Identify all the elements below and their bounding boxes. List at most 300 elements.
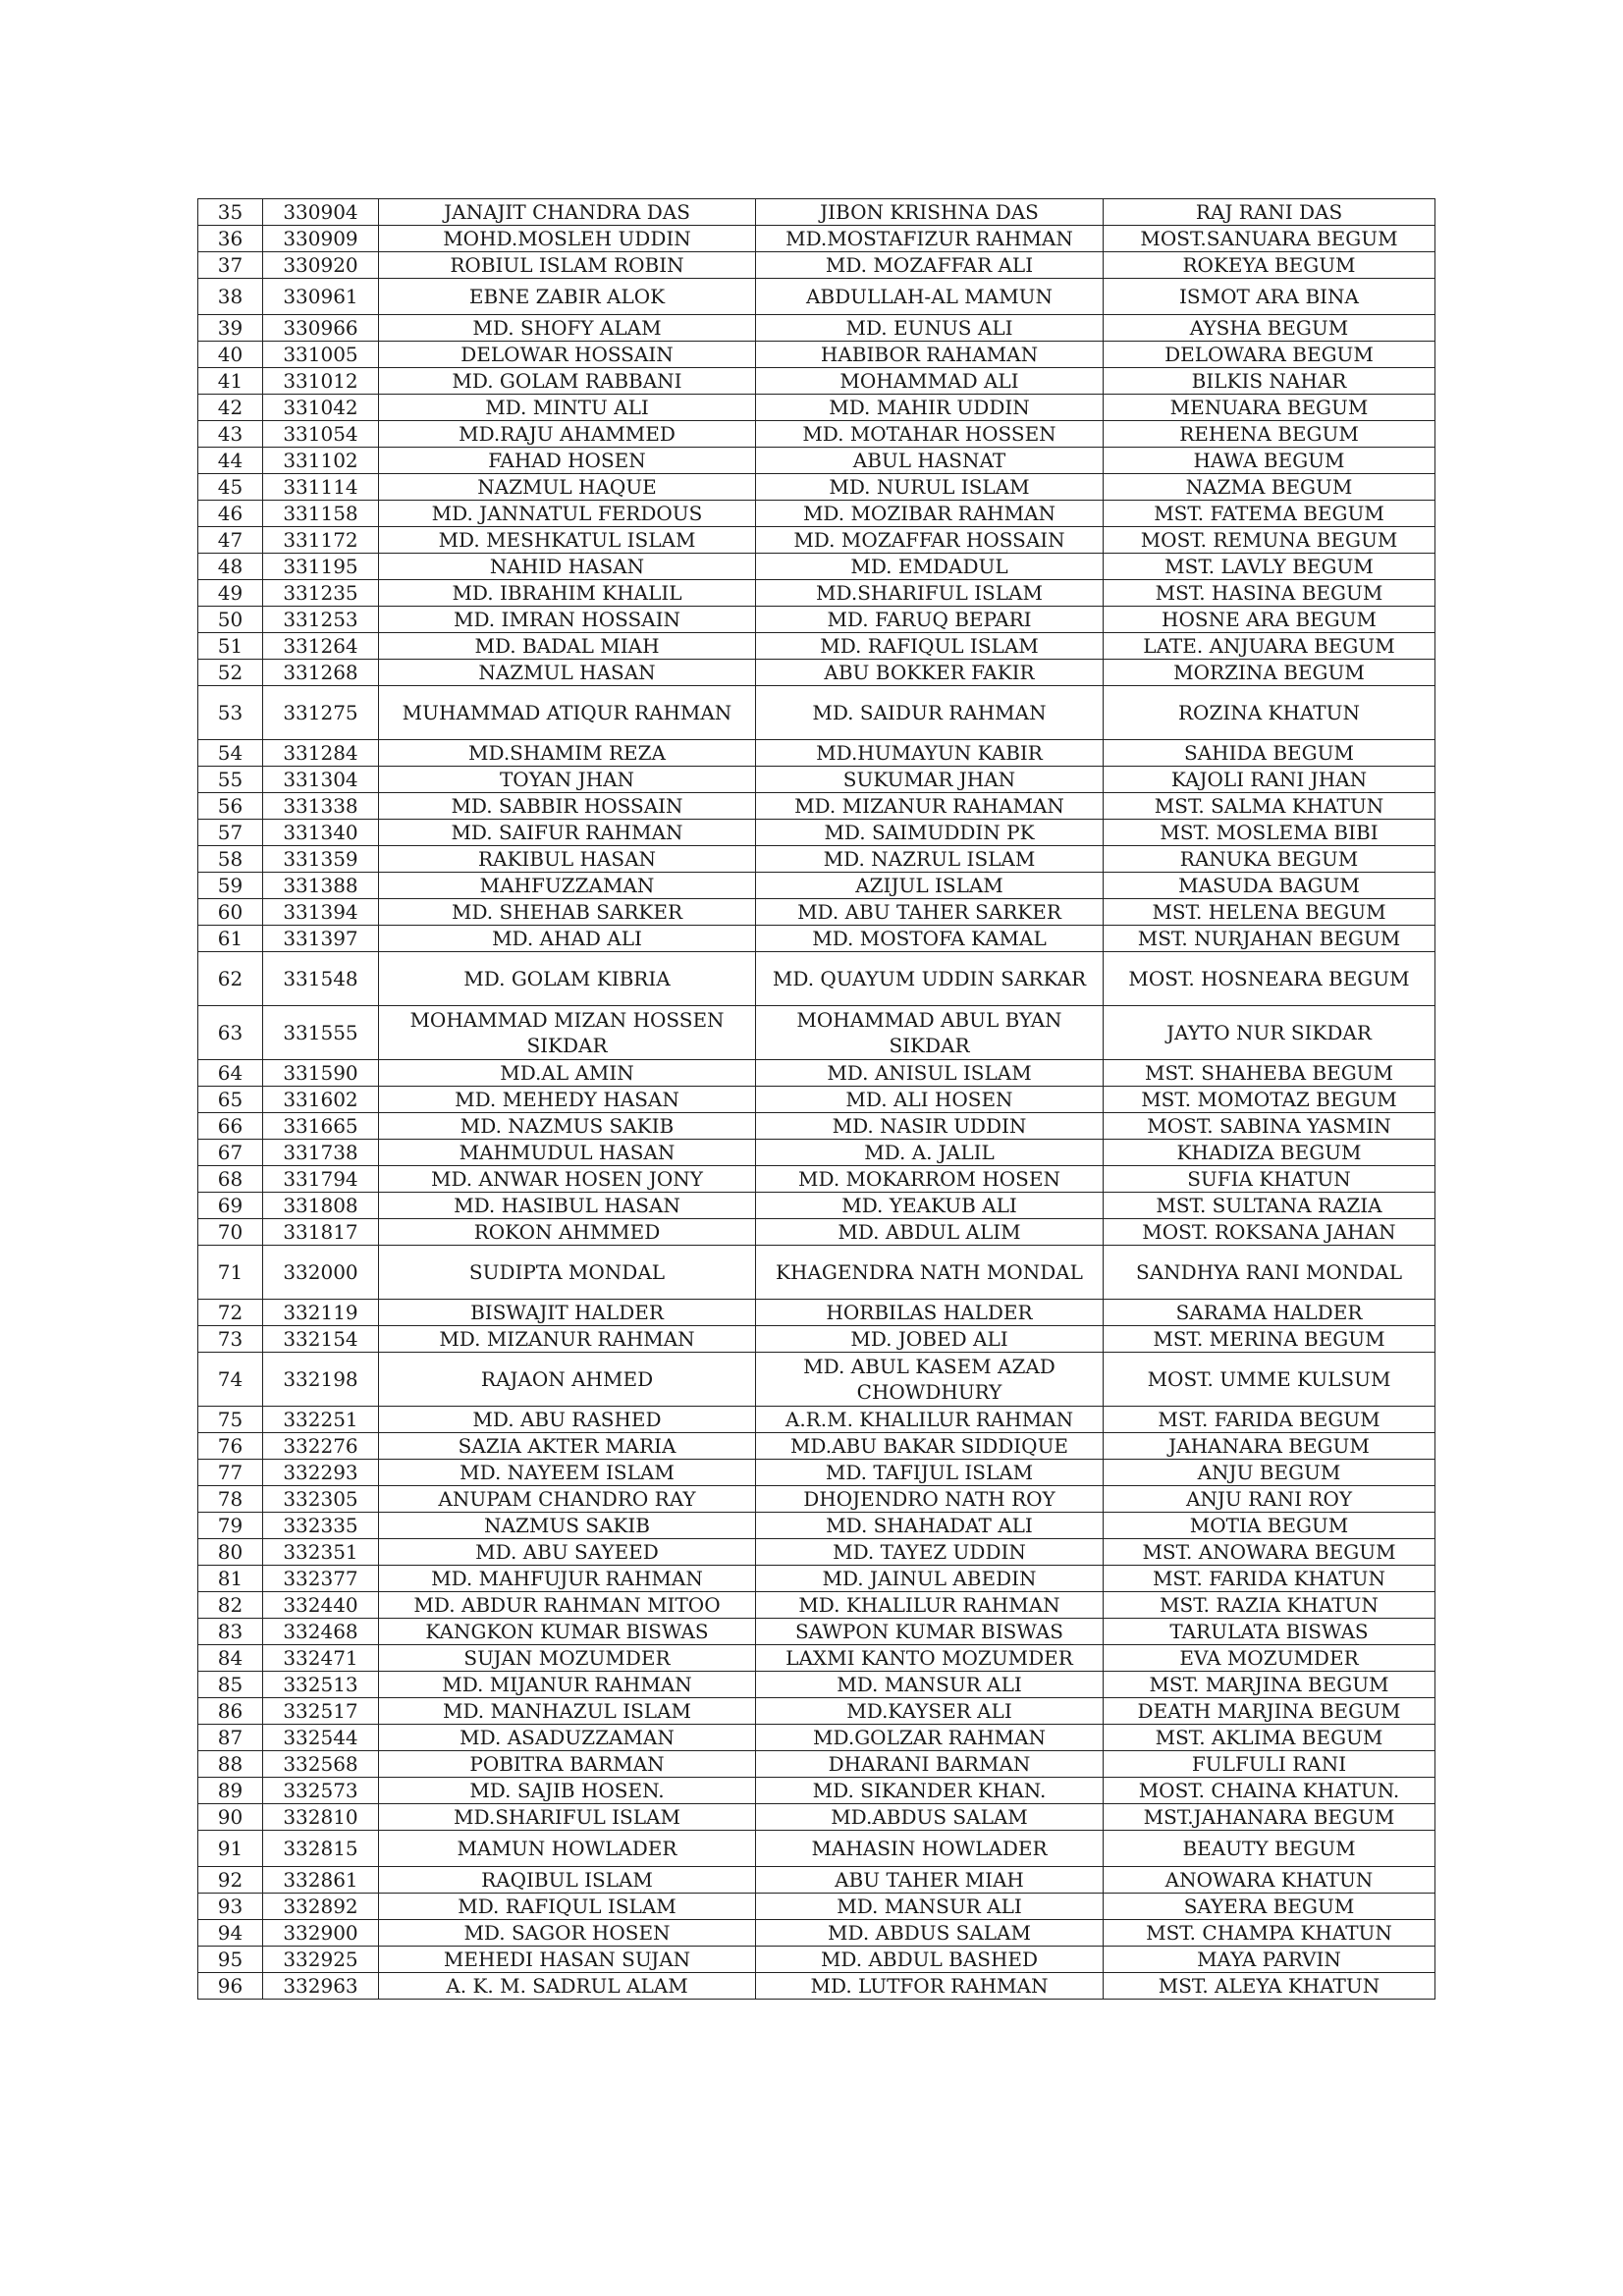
table-row	[198, 421, 1435, 448]
roll-number-cell: 330966	[263, 315, 379, 342]
father-name-cell: MD. NASIR UDDIN	[756, 1113, 1104, 1140]
roll-number-cell: 330904	[263, 199, 379, 226]
candidate-name-cell: MD.AL AMIN	[379, 1060, 756, 1087]
roll-number-cell: 332810	[263, 1804, 379, 1831]
table-row	[198, 686, 1435, 740]
roll-number-cell: 332351	[263, 1539, 379, 1566]
mother-name-cell: ANJU BEGUM	[1104, 1460, 1435, 1486]
mother-name-cell: MST. FARIDA BEGUM	[1104, 1407, 1435, 1433]
candidate-name-cell: MD. MIZANUR RAHMAN	[379, 1326, 756, 1353]
serial-number-cell: 95	[198, 1947, 263, 1973]
father-name-cell: MOHAMMAD ALI	[756, 368, 1104, 395]
serial-number-cell: 54	[198, 740, 263, 767]
candidate-name-cell: MD. ANWAR HOSEN JONY	[379, 1166, 756, 1193]
table-row	[198, 1867, 1435, 1894]
roll-number-cell: 331235	[263, 580, 379, 607]
candidate-name-cell: MD. HASIBUL HASAN	[379, 1193, 756, 1219]
mother-name-cell: SANDHYA RANI MONDAL	[1104, 1246, 1435, 1300]
table-row	[198, 1831, 1435, 1867]
candidate-name-cell: ROBIUL ISLAM ROBIN	[379, 252, 756, 279]
candidate-name-cell: NAHID HASAN	[379, 554, 756, 580]
table-row	[198, 1326, 1435, 1353]
roll-number-cell: 332251	[263, 1407, 379, 1433]
mother-name-cell: MST. FARIDA KHATUN	[1104, 1566, 1435, 1592]
table-row	[198, 1566, 1435, 1592]
serial-number-cell: 74	[198, 1353, 263, 1407]
candidate-name-cell: MAHMUDUL HASAN	[379, 1140, 756, 1166]
father-name-cell: MD.ABU BAKAR SIDDIQUE	[756, 1433, 1104, 1460]
mother-name-cell: MOST. CHAINA KHATUN.	[1104, 1778, 1435, 1804]
mother-name-cell: SAYERA BEGUM	[1104, 1894, 1435, 1920]
table-row	[198, 1060, 1435, 1087]
table-row	[198, 873, 1435, 899]
father-name-cell: MD. JAINUL ABEDIN	[756, 1566, 1104, 1592]
table-row	[198, 1407, 1435, 1433]
father-name-cell: HORBILAS HALDER	[756, 1300, 1104, 1326]
roll-number-cell: 331397	[263, 926, 379, 952]
mother-name-cell: LATE. ANJUARA BEGUM	[1104, 633, 1435, 660]
father-name-cell: MD. QUAYUM UDDIN SARKAR	[756, 952, 1104, 1006]
table-row	[198, 1513, 1435, 1539]
table-row	[198, 820, 1435, 846]
serial-number-cell: 47	[198, 527, 263, 554]
mother-name-cell: MST. MOMOTAZ BEGUM	[1104, 1087, 1435, 1113]
table-row	[198, 1619, 1435, 1645]
table-row	[198, 1433, 1435, 1460]
candidate-name-cell: MD.SHAMIM REZA	[379, 740, 756, 767]
father-name-cell: MD. MOTAHAR HOSSEN	[756, 421, 1104, 448]
candidate-name-cell: MD. GOLAM KIBRIA	[379, 952, 756, 1006]
roll-number-cell: 331284	[263, 740, 379, 767]
mother-name-cell: BILKIS NAHAR	[1104, 368, 1435, 395]
table-row	[198, 1592, 1435, 1619]
father-name-cell: MD. KHALILUR RAHMAN	[756, 1592, 1104, 1619]
candidate-name-cell: MD. IMRAN HOSSAIN	[379, 607, 756, 633]
table-row	[198, 279, 1435, 315]
serial-number-cell: 76	[198, 1433, 263, 1460]
serial-number-cell: 48	[198, 554, 263, 580]
father-name-cell: MD.SHARIFUL ISLAM	[756, 580, 1104, 607]
serial-number-cell: 40	[198, 342, 263, 368]
results-table-body	[198, 199, 1435, 2000]
candidate-name-cell: MD. SAIFUR RAHMAN	[379, 820, 756, 846]
father-name-cell: JIBON KRISHNA DAS	[756, 199, 1104, 226]
mother-name-cell: MOST.SANUARA BEGUM	[1104, 226, 1435, 252]
serial-number-cell: 91	[198, 1831, 263, 1867]
roll-number-cell: 331808	[263, 1193, 379, 1219]
roll-number-cell: 332377	[263, 1566, 379, 1592]
roll-number-cell: 331114	[263, 474, 379, 501]
mother-name-cell: MASUDA BAGUM	[1104, 873, 1435, 899]
father-name-cell: MD.HUMAYUN KABIR	[756, 740, 1104, 767]
serial-number-cell: 94	[198, 1920, 263, 1947]
father-name-cell: MD. LUTFOR RAHMAN	[756, 1973, 1104, 2000]
table-row	[198, 1140, 1435, 1166]
serial-number-cell: 82	[198, 1592, 263, 1619]
mother-name-cell: MST. SALMA KHATUN	[1104, 793, 1435, 820]
table-row	[198, 1804, 1435, 1831]
roll-number-cell: 331158	[263, 501, 379, 527]
father-name-cell: MD. ABDUS SALAM	[756, 1920, 1104, 1947]
candidate-name-cell: EBNE ZABIR ALOK	[379, 279, 756, 315]
roll-number-cell: 331602	[263, 1087, 379, 1113]
candidate-name-cell: SUJAN MOZUMDER	[379, 1645, 756, 1672]
serial-number-cell: 68	[198, 1166, 263, 1193]
table-row	[198, 1113, 1435, 1140]
serial-number-cell: 67	[198, 1140, 263, 1166]
candidate-name-cell: MD. ABU RASHED	[379, 1407, 756, 1433]
mother-name-cell: MENUARA BEGUM	[1104, 395, 1435, 421]
candidate-name-cell: RAJAON AHMED	[379, 1353, 756, 1407]
table-row	[198, 501, 1435, 527]
mother-name-cell: MOST. ROKSANA JAHAN	[1104, 1219, 1435, 1246]
roll-number-cell: 332573	[263, 1778, 379, 1804]
mother-name-cell: MORZINA BEGUM	[1104, 660, 1435, 686]
candidate-name-cell: MD. ABDUR RAHMAN MITOO	[379, 1592, 756, 1619]
mother-name-cell: ANJU RANI ROY	[1104, 1486, 1435, 1513]
candidate-name-cell: MD.RAJU AHAMMED	[379, 421, 756, 448]
father-name-cell: AZIJUL ISLAM	[756, 873, 1104, 899]
mother-name-cell: MST. SHAHEBA BEGUM	[1104, 1060, 1435, 1087]
candidate-name-cell: TOYAN JHAN	[379, 767, 756, 793]
table-row	[198, 952, 1435, 1006]
serial-number-cell: 81	[198, 1566, 263, 1592]
roll-number-cell: 332305	[263, 1486, 379, 1513]
father-name-cell: MD. NURUL ISLAM	[756, 474, 1104, 501]
father-name-cell: MD. FARUQ BEPARI	[756, 607, 1104, 633]
roll-number-cell: 332293	[263, 1460, 379, 1486]
serial-number-cell: 79	[198, 1513, 263, 1539]
serial-number-cell: 35	[198, 199, 263, 226]
father-name-cell: MD. TAYEZ UDDIN	[756, 1539, 1104, 1566]
serial-number-cell: 53	[198, 686, 263, 740]
mother-name-cell: MST. FATEMA BEGUM	[1104, 501, 1435, 527]
father-name-cell: MD. MOSTOFA KAMAL	[756, 926, 1104, 952]
father-name-cell: MD.MOSTAFIZUR RAHMAN	[756, 226, 1104, 252]
serial-number-cell: 42	[198, 395, 263, 421]
mother-name-cell: ANOWARA KHATUN	[1104, 1867, 1435, 1894]
candidate-name-cell: ANUPAM CHANDRO RAY	[379, 1486, 756, 1513]
mother-name-cell: MST. ANOWARA BEGUM	[1104, 1539, 1435, 1566]
father-name-cell: MD. JOBED ALI	[756, 1326, 1104, 1353]
table-row	[198, 1353, 1435, 1407]
roll-number-cell: 332198	[263, 1353, 379, 1407]
father-name-cell: MD. MOKARROM HOSEN	[756, 1166, 1104, 1193]
father-name-cell: MD.KAYSER ALI	[756, 1698, 1104, 1725]
candidate-name-cell: MD. SAJIB HOSEN.	[379, 1778, 756, 1804]
roll-number-cell: 331388	[263, 873, 379, 899]
father-name-cell: MD. TAFIJUL ISLAM	[756, 1460, 1104, 1486]
table-row	[198, 1539, 1435, 1566]
serial-number-cell: 65	[198, 1087, 263, 1113]
father-name-cell: MD. EMDADUL	[756, 554, 1104, 580]
mother-name-cell: MST. MERINA BEGUM	[1104, 1326, 1435, 1353]
roll-number-cell: 332892	[263, 1894, 379, 1920]
candidate-name-cell: MD. MANHAZUL ISLAM	[379, 1698, 756, 1725]
candidate-name-cell: NAZMUL HASAN	[379, 660, 756, 686]
serial-number-cell: 80	[198, 1539, 263, 1566]
father-name-cell: MD. EUNUS ALI	[756, 315, 1104, 342]
table-row	[198, 1698, 1435, 1725]
roll-number-cell: 331817	[263, 1219, 379, 1246]
roll-number-cell: 332861	[263, 1867, 379, 1894]
mother-name-cell: MOST. SABINA YASMIN	[1104, 1113, 1435, 1140]
roll-number-cell: 331012	[263, 368, 379, 395]
candidate-name-cell: MD. MAHFUJUR RAHMAN	[379, 1566, 756, 1592]
serial-number-cell: 66	[198, 1113, 263, 1140]
table-row	[198, 199, 1435, 226]
table-row	[198, 1006, 1435, 1060]
candidate-name-cell: SUDIPTA MONDAL	[379, 1246, 756, 1300]
table-row	[198, 1193, 1435, 1219]
candidate-name-cell: MAMUN HOWLADER	[379, 1831, 756, 1867]
table-row	[198, 899, 1435, 926]
candidate-name-cell: MD. MEHEDY HASAN	[379, 1087, 756, 1113]
serial-number-cell: 92	[198, 1867, 263, 1894]
candidate-name-cell: BISWAJIT HALDER	[379, 1300, 756, 1326]
mother-name-cell: MST. ALEYA KHATUN	[1104, 1973, 1435, 2000]
table-row	[198, 395, 1435, 421]
father-name-cell: MD. ABDUL BASHED	[756, 1947, 1104, 1973]
mother-name-cell: KAJOLI RANI JHAN	[1104, 767, 1435, 793]
roll-number-cell: 332440	[263, 1592, 379, 1619]
serial-number-cell: 45	[198, 474, 263, 501]
candidate-name-cell: FAHAD HOSEN	[379, 448, 756, 474]
candidate-name-cell: MD. NAYEEM ISLAM	[379, 1460, 756, 1486]
father-name-cell: MD. ALI HOSEN	[756, 1087, 1104, 1113]
father-name-cell: MD. NAZRUL ISLAM	[756, 846, 1104, 873]
serial-number-cell: 64	[198, 1060, 263, 1087]
roll-number-cell: 331548	[263, 952, 379, 1006]
serial-number-cell: 55	[198, 767, 263, 793]
mother-name-cell: TARULATA BISWAS	[1104, 1619, 1435, 1645]
serial-number-cell: 85	[198, 1672, 263, 1698]
mother-name-cell: MST. MOSLEMA BIBI	[1104, 820, 1435, 846]
candidate-name-cell: ROKON AHMMED	[379, 1219, 756, 1246]
candidate-name-cell: MD. SHOFY ALAM	[379, 315, 756, 342]
mother-name-cell: BEAUTY BEGUM	[1104, 1831, 1435, 1867]
father-name-cell: MD. MANSUR ALI	[756, 1672, 1104, 1698]
father-name-cell: MD. MOZAFFAR HOSSAIN	[756, 527, 1104, 554]
roll-number-cell: 330920	[263, 252, 379, 279]
table-row	[198, 226, 1435, 252]
mother-name-cell: RANUKA BEGUM	[1104, 846, 1435, 873]
candidate-name-cell: MD.SHARIFUL ISLAM	[379, 1804, 756, 1831]
serial-number-cell: 93	[198, 1894, 263, 1920]
serial-number-cell: 73	[198, 1326, 263, 1353]
roll-number-cell: 332568	[263, 1751, 379, 1778]
table-row	[198, 252, 1435, 279]
table-row	[198, 1920, 1435, 1947]
table-row	[198, 527, 1435, 554]
table-row	[198, 926, 1435, 952]
roll-number-cell: 330961	[263, 279, 379, 315]
father-name-cell: ABDULLAH-AL MAMUN	[756, 279, 1104, 315]
mother-name-cell: HAWA BEGUM	[1104, 448, 1435, 474]
candidate-name-cell: SAZIA AKTER MARIA	[379, 1433, 756, 1460]
candidate-name-cell: MD. JANNATUL FERDOUS	[379, 501, 756, 527]
roll-number-cell: 331738	[263, 1140, 379, 1166]
candidate-name-cell: MD. IBRAHIM KHALIL	[379, 580, 756, 607]
table-row	[198, 1087, 1435, 1113]
roll-number-cell: 330909	[263, 226, 379, 252]
father-name-cell: MD. SHAHADAT ALI	[756, 1513, 1104, 1539]
roll-number-cell: 332000	[263, 1246, 379, 1300]
serial-number-cell: 75	[198, 1407, 263, 1433]
father-name-cell: MD. MOZIBAR RAHMAN	[756, 501, 1104, 527]
candidate-name-cell: JANAJIT CHANDRA DAS	[379, 199, 756, 226]
father-name-cell: MD. MAHIR UDDIN	[756, 395, 1104, 421]
father-name-cell: MD. MIZANUR RAHAMAN	[756, 793, 1104, 820]
father-name-cell: MD. ANISUL ISLAM	[756, 1060, 1104, 1087]
mother-name-cell: JAHANARA BEGUM	[1104, 1433, 1435, 1460]
father-name-cell: ABUL HASNAT	[756, 448, 1104, 474]
father-name-cell: MD. SAIMUDDIN PK	[756, 820, 1104, 846]
candidate-name-cell: MD. GOLAM RABBANI	[379, 368, 756, 395]
table-row	[198, 1778, 1435, 1804]
serial-number-cell: 96	[198, 1973, 263, 2000]
roll-number-cell: 331359	[263, 846, 379, 873]
candidate-name-cell: RAKIBUL HASAN	[379, 846, 756, 873]
mother-name-cell: REHENA BEGUM	[1104, 421, 1435, 448]
mother-name-cell: ROKEYA BEGUM	[1104, 252, 1435, 279]
roll-number-cell: 331338	[263, 793, 379, 820]
father-name-cell: MAHASIN HOWLADER	[756, 1831, 1104, 1867]
serial-number-cell: 63	[198, 1006, 263, 1060]
mother-name-cell: SAHIDA BEGUM	[1104, 740, 1435, 767]
father-name-cell: SUKUMAR JHAN	[756, 767, 1104, 793]
table-row	[198, 448, 1435, 474]
candidate-name-cell: MEHEDI HASAN SUJAN	[379, 1947, 756, 1973]
candidate-name-cell: MD. NAZMUS SAKIB	[379, 1113, 756, 1140]
roll-number-cell: 331555	[263, 1006, 379, 1060]
table-row	[198, 607, 1435, 633]
roll-number-cell: 331005	[263, 342, 379, 368]
roll-number-cell: 332471	[263, 1645, 379, 1672]
serial-number-cell: 44	[198, 448, 263, 474]
mother-name-cell: MST.JAHANARA BEGUM	[1104, 1804, 1435, 1831]
serial-number-cell: 57	[198, 820, 263, 846]
mother-name-cell: ROZINA KHATUN	[1104, 686, 1435, 740]
roll-number-cell: 331590	[263, 1060, 379, 1087]
candidate-name-cell: MD. SHEHAB SARKER	[379, 899, 756, 926]
candidate-name-cell: A. K. M. SADRUL ALAM	[379, 1973, 756, 2000]
serial-number-cell: 61	[198, 926, 263, 952]
mother-name-cell: MAYA PARVIN	[1104, 1947, 1435, 1973]
candidate-name-cell: MOHD.MOSLEH UDDIN	[379, 226, 756, 252]
table-row	[198, 1645, 1435, 1672]
roll-number-cell: 332517	[263, 1698, 379, 1725]
serial-number-cell: 88	[198, 1751, 263, 1778]
mother-name-cell: MST. HELENA BEGUM	[1104, 899, 1435, 926]
roll-number-cell: 331665	[263, 1113, 379, 1140]
table-row	[198, 660, 1435, 686]
mother-name-cell: SARAMA HALDER	[1104, 1300, 1435, 1326]
mother-name-cell: MOST. HOSNEARA BEGUM	[1104, 952, 1435, 1006]
mother-name-cell: MST. SULTANA RAZIA	[1104, 1193, 1435, 1219]
father-name-cell: LAXMI KANTO MOZUMDER	[756, 1645, 1104, 1672]
mother-name-cell: MOTIA BEGUM	[1104, 1513, 1435, 1539]
father-name-cell: MD. RAFIQUL ISLAM	[756, 633, 1104, 660]
serial-number-cell: 51	[198, 633, 263, 660]
roll-number-cell: 332513	[263, 1672, 379, 1698]
serial-number-cell: 41	[198, 368, 263, 395]
serial-number-cell: 49	[198, 580, 263, 607]
father-name-cell: MD. ABU TAHER SARKER	[756, 899, 1104, 926]
candidate-name-cell: POBITRA BARMAN	[379, 1751, 756, 1778]
candidate-name-cell: MD. SAGOR HOSEN	[379, 1920, 756, 1947]
candidate-name-cell: MOHAMMAD MIZAN HOSSEN SIKDAR	[379, 1006, 756, 1060]
roll-number-cell: 331253	[263, 607, 379, 633]
mother-name-cell: MST. LAVLY BEGUM	[1104, 554, 1435, 580]
father-name-cell: DHOJENDRO NATH ROY	[756, 1486, 1104, 1513]
table-row	[198, 342, 1435, 368]
table-row	[198, 767, 1435, 793]
roll-number-cell: 332544	[263, 1725, 379, 1751]
serial-number-cell: 52	[198, 660, 263, 686]
father-name-cell: MD. ABDUL ALIM	[756, 1219, 1104, 1246]
serial-number-cell: 62	[198, 952, 263, 1006]
mother-name-cell: AYSHA BEGUM	[1104, 315, 1435, 342]
serial-number-cell: 78	[198, 1486, 263, 1513]
roll-number-cell: 332154	[263, 1326, 379, 1353]
table-row	[198, 1894, 1435, 1920]
roll-number-cell: 332900	[263, 1920, 379, 1947]
serial-number-cell: 59	[198, 873, 263, 899]
serial-number-cell: 87	[198, 1725, 263, 1751]
candidate-name-cell: RAQIBUL ISLAM	[379, 1867, 756, 1894]
table-row	[198, 1947, 1435, 1973]
candidate-name-cell: MD. MIJANUR RAHMAN	[379, 1672, 756, 1698]
mother-name-cell: EVA MOZUMDER	[1104, 1645, 1435, 1672]
serial-number-cell: 38	[198, 279, 263, 315]
roll-number-cell: 331394	[263, 899, 379, 926]
father-name-cell: MD. SAIDUR RAHMAN	[756, 686, 1104, 740]
mother-name-cell: MST. HASINA BEGUM	[1104, 580, 1435, 607]
roll-number-cell: 331794	[263, 1166, 379, 1193]
serial-number-cell: 86	[198, 1698, 263, 1725]
table-row	[198, 1300, 1435, 1326]
serial-number-cell: 46	[198, 501, 263, 527]
candidate-name-cell: MD. MESHKATUL ISLAM	[379, 527, 756, 554]
father-name-cell: MD. MOZAFFAR ALI	[756, 252, 1104, 279]
father-name-cell: MD. ABUL KASEM AZAD CHOWDHURY	[756, 1353, 1104, 1407]
candidate-name-cell: MD. ASADUZZAMAN	[379, 1725, 756, 1751]
roll-number-cell: 331340	[263, 820, 379, 846]
father-name-cell: SAWPON KUMAR BISWAS	[756, 1619, 1104, 1645]
table-row	[198, 474, 1435, 501]
roll-number-cell: 331264	[263, 633, 379, 660]
candidate-name-cell: MAHFUZZAMAN	[379, 873, 756, 899]
mother-name-cell: MST. AKLIMA BEGUM	[1104, 1725, 1435, 1751]
serial-number-cell: 77	[198, 1460, 263, 1486]
serial-number-cell: 72	[198, 1300, 263, 1326]
mother-name-cell: MOST. UMME KULSUM	[1104, 1353, 1435, 1407]
mother-name-cell: DELOWARA BEGUM	[1104, 342, 1435, 368]
mother-name-cell: HOSNE ARA BEGUM	[1104, 607, 1435, 633]
mother-name-cell: ISMOT ARA BINA	[1104, 279, 1435, 315]
table-row	[198, 580, 1435, 607]
serial-number-cell: 39	[198, 315, 263, 342]
mother-name-cell: FULFULI RANI	[1104, 1751, 1435, 1778]
table-row	[198, 1166, 1435, 1193]
table-row	[198, 740, 1435, 767]
father-name-cell: KHAGENDRA NATH MONDAL	[756, 1246, 1104, 1300]
father-name-cell: ABU TAHER MIAH	[756, 1867, 1104, 1894]
serial-number-cell: 58	[198, 846, 263, 873]
table-row	[198, 1219, 1435, 1246]
roll-number-cell: 332925	[263, 1947, 379, 1973]
